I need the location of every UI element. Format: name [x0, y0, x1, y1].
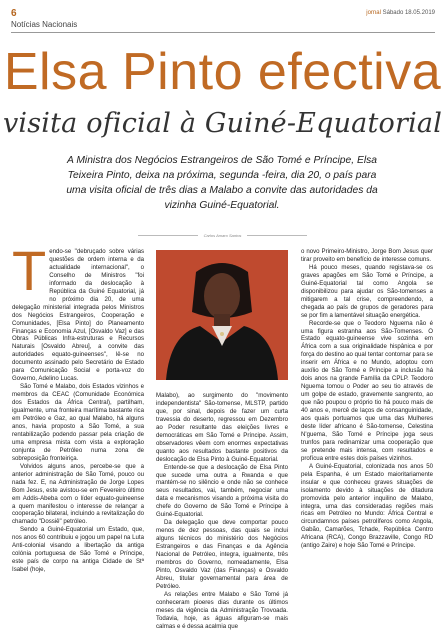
- article-title: Elsa Pinto efectiva: [3, 43, 442, 101]
- minister-photo: [156, 250, 288, 380]
- byline: Carlos Amaro Santos: [0, 233, 445, 238]
- paragraph: As relações entre Malabo e São Tomé já conheceram pioeres dias durante os últimos meses da vigência da Administração Trovoada. Todavia, hoje, as águas afiguram-se mais calmas e é dessa acalmia que: [156, 590, 288, 630]
- paragraph: endo-se "debruçado sobre várias questões de ordem interna e da actualidade internacional", o Conselho de Ministros "foi informado da deslocação à República da Guiné Equatorial, já no próximo dia 20, de uma delegação ministerial integrada pelos Ministros dos Negócios Estrangeiros, Cooperação e Comunidades, [Elsa Pinto] do Planeamento Finanças e Economia Azul, [Osvaldo Vaz] e das Obras Públicas Infra-estruturas e Recursos Naturais [Osvaldo Abreu], a convite das autoridades equato-guineenses", lê-se no documento assinado pelo Secretário de Estado para Comunicação Social e porta-voz do Governo, Adelino Lucas.: [12, 248, 144, 383]
- paragraph: São Tomé e Malabo, dois Estados vizinhos e membros da CEAC (Comunidade Económica dos Estados da África Central), partilham, igualmente, uma fronteira marítima bastante rica em Petróleo e Gaz, ao qual Malabo, há alguns anos, havia proposto a São Tomé, a sua rentabilização podendo passar pela criação de uma empresa mista com vista a exploração conjunta de Petróleo numa zona de sobreposição fronteiriça.: [12, 383, 144, 462]
- paragraph: Sendo a Guiné-Equatorial um Estado, que, nos anos 60 contribuiu e jogou um papel na Luta Anti-colonial visando a libertação da antiga colónia portuguesa de São Tomé e Príncipe, este país de corpo na antiga Cidade de Stª Isabel (hoje,: [12, 526, 144, 574]
- page-header: [11, 8, 435, 38]
- header-rule: [11, 32, 435, 33]
- edition-day: Sábado: [382, 10, 404, 16]
- paragraph: Volvidos alguns anos, percebe-se que a anterior administração de São Tomé, pouco ou nada fez. E, na Administração de Jorge Lopes Bom Jesus, este avistou-se em Fevereiro último em Addis-Abeba com o líder equato-guineense a quem manifestou o interesse de relançar a cooperação bilateral, incluindo a revitalização do chamado "Dossiê" petróleo.: [12, 462, 144, 526]
- edition-info: [366, 10, 435, 16]
- article-lede: A Ministra dos Negócios Estrangeiros de São Tomé e Príncipe, Elsa Teixeira Pinto, deixa na próxima, segunda -feira, dia 20, o país para uma visita oficial de três dias a Malabo a convite das autoridades da vizinha Guiné-Equatorial.: [66, 155, 378, 211]
- article-column-1: [12, 239, 144, 618]
- paragraph: Da delegação que deve comportar pouco menos de dez pessoas, das quais se inclui alguns técnicos do ministério dos Negócios Estrangeiros e das Finanças e da Agência Nacional de Petróleo, integra, igualmente, três membros do Governo, nomeadamente, Elsa Pinto, Osvaldo Vaz (das Finanças) e Osvaldo Abreu, titular governamental para área de Petróleo.: [156, 519, 288, 590]
- publication-name: jornal: [366, 10, 381, 16]
- paragraph: o novo Primeiro-Ministro, Jorge Bom Jesus quer tirar proveito em benefício de interesse comuns.: [301, 248, 433, 263]
- paragraph: Recorde-se que o Teodoro Nguema não é uma figura estranha aos São-Tomenses. O Estado equato-guineense vive sozinha em África com a sua originalidade hispânica e por força do destino ao qual tentar contornar para se inserir em África e no Mundo, adoptou com auxílio de São Tomé e Príncipe a inclusão há dois anos na grande Família da CPLP. Teodoro Nguema tomou o Poder ao seu tio através de um golpe de estado, gravemente sangrento, ao que não poupou o próprio tio há pouco mais de 40 anos e, mercê de laços de consanguinidade, aos quais portuamos que uma das Mulheres deste líder africano é São-tomense, Celestina N'guema, São Tomé e Príncipe joga seus trunfos para redinamizar uma cooperação que se pretende mais intensa, com resultados e profícua entre estes dois países vizinhos.: [301, 319, 433, 462]
- edition-date: 18.05.2019: [404, 10, 435, 16]
- paragraph: Entende-se que a deslocação de Elsa Pinto que sucede uma outra a Rwanda e que mantém-se no silêncio e onde não se conhece seus resultados, vai, também, negociar uma data e mecanismos visando a próxima visita do chefe do Governo de São Tomé e Príncipe à Guiné-Equatorial.: [156, 463, 288, 519]
- section-name: Notícias Nacionais: [11, 20, 78, 29]
- article-column-3: [301, 248, 433, 618]
- paragraph: Há pouco meses, quando registava-se os graves apagões em São Tomé e Príncipe, a Guiné-Equatorial tal como Angola se disponibilizou para ajudar os São-tomenses a mitigarem a tal crise, compreendendo, a chegada ao país de grupos de geradores para se por fim a lamentável situação energética.: [301, 263, 433, 319]
- article-column-2: [156, 392, 288, 630]
- paragraph: A Guiné-Equatorial, colonizada nos anos 50 pela Espanha, é um Estado maioritariamente insular e que conheceu graves situações de isolamento devido à situações de ditadura promovida pelo anterior inquilino de Malabo, integra, uma das consideradas regiões mais ricas em Petróleo no Mundo: África Central e circundamnos países petrolíferos como Angola, Gabão, Camarões, Tchade, República Centro Africana (RCA), Congo Brazzaville, Congo RD (antigo Zaire) e hoje São Tomé e Príncipe.: [301, 462, 433, 550]
- portrait-illustration: [156, 250, 288, 380]
- page-number: 6: [11, 8, 17, 19]
- drop-cap: T: [12, 239, 47, 302]
- article-subtitle: visita oficial à Guiné-Equatorial: [2, 108, 443, 139]
- paragraph: Malabo), ao surgimento do "movimento independentista" São-tomense, MLSTP, partido que, por sinal, depois de fazer um curta travessia do deserto, regressou em Dezembro ao Poder resultante das eleições livres e democráticas em São Tomé e Príncipe. Assim, observadores vêem com enormes expectativas quanto aos resultados bastante positivos da deslocação de Elsa Pinto à Guiné-Equatorial.: [156, 392, 288, 463]
